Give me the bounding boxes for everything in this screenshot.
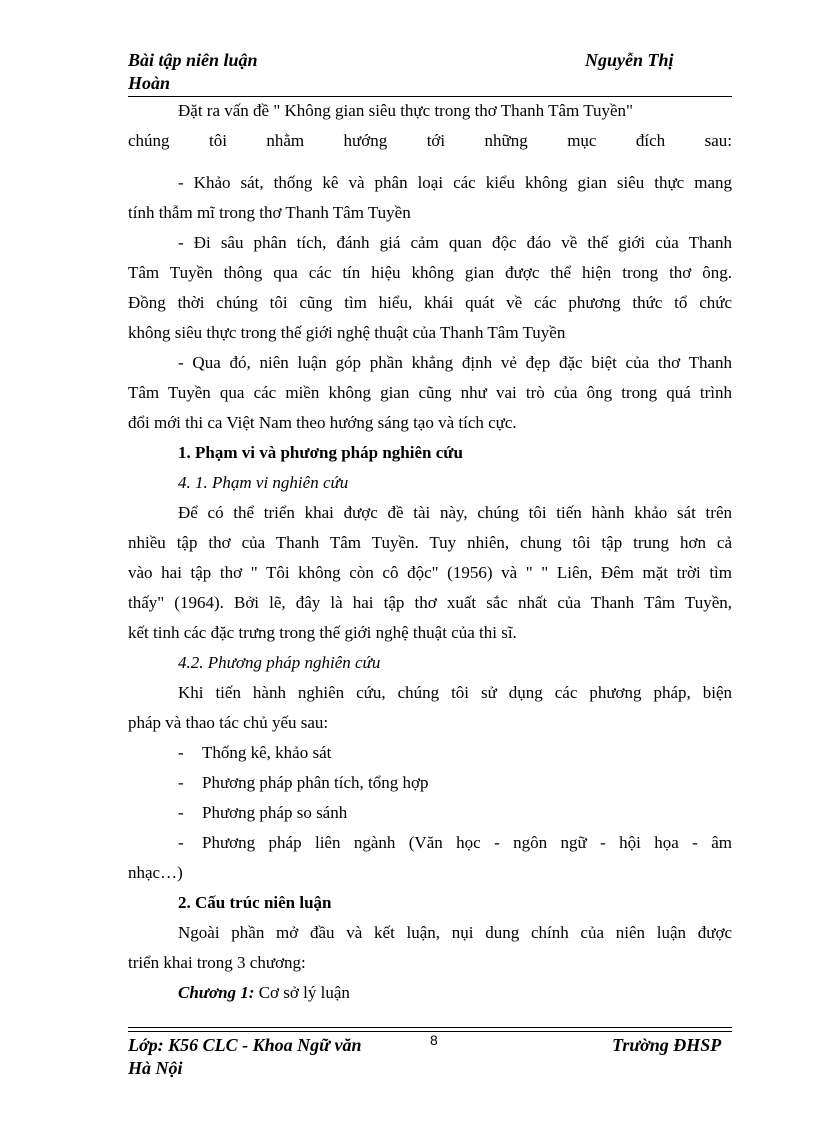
header-right: Nguyễn Thị: [585, 50, 674, 70]
header-left: Bài tập niên luận: [128, 50, 258, 70]
aim2-line-1: - Đi sâu phân tích, đánh giá cảm quan độc đáo về thế giới của Thanh: [178, 233, 732, 252]
bullet-item: Phương pháp so sánh: [202, 803, 348, 822]
aim1-line-2: tính thẫm mĩ trong thơ Thanh Tâm Tuyền: [128, 203, 411, 222]
aim2-line-4: không siêu thực trong thế giới nghệ thuật của Thanh Tâm Tuyền: [128, 323, 566, 342]
header-left-continued: Hoàn: [128, 73, 171, 93]
subsection-4-1-heading: 4. 1. Phạm vi nghiên cứu: [178, 473, 349, 492]
scope-line-1: Để có thể triển khai được đề tài này, chúng tôi tiến hành khảo sát trên: [178, 503, 732, 522]
footer-rule-top: [128, 1027, 732, 1028]
section-1-heading: 1. Phạm vi và phương pháp nghiên cứu: [178, 443, 463, 462]
aim1-line-1: - Khảo sát, thống kê và phân loại các kiểu không gian siêu thực mang: [178, 173, 732, 192]
bullet-dash: -: [178, 743, 184, 762]
header-rule: [128, 96, 732, 97]
structure-line-1: Ngoài phần mở đầu và kết luận, nụi dung chính của niên luận được: [178, 923, 732, 942]
aim2-line-3: Đồng thời chúng tôi cũng tìm hiểu, khái quát về các phương thức tổ chức: [128, 293, 732, 312]
method-line-2: pháp và thao tác chủ yếu sau:: [128, 713, 329, 732]
intro-line-2: chúng tôi nhằm hướng tới những mục đích sau:: [128, 131, 732, 150]
structure-line-2: triển khai trong 3 chương:: [128, 953, 306, 972]
chapter-1-label: Chương 1:: [178, 983, 255, 1002]
aim2-line-2: Tâm Tuyền thông qua các tín hiệu không gian được thể hiện trong thơ ông.: [128, 263, 732, 282]
footer-left-continued: Hà Nội: [128, 1058, 183, 1078]
chapter-1-title: Cơ sở lý luận: [254, 983, 350, 1002]
bullet-dash: -: [178, 833, 184, 852]
bullet-item: Phương pháp phân tích, tổng hợp: [202, 773, 429, 792]
chapter-1-line: [178, 983, 732, 1003]
bullet-dash: -: [178, 803, 184, 822]
aim3-line-1: - Qua đó, niên luận góp phần khẳng định vẻ đẹp đặc biệt của thơ Thanh: [178, 353, 732, 372]
scope-line-5: kết tinh các đặc trưng trong thế giới nghệ thuật của thi sĩ.: [128, 623, 517, 642]
subsection-4-2-heading: 4.2. Phương pháp nghiên cứu: [178, 653, 381, 672]
aim3-line-3: đổi mới thi ca Việt Nam theo hướng sáng tạo và tích cực.: [128, 413, 517, 432]
footer-right: Trường ĐHSP: [612, 1035, 722, 1055]
section-2-heading: 2. Cấu trúc niên luận: [178, 893, 332, 912]
scope-line-4: thấy" (1964). Bởi lẽ, đây là hai tập thơ xuất sắc nhất của Thanh Tâm Tuyền,: [128, 593, 732, 612]
footer-left: Lớp: K56 CLC - Khoa Ngữ văn: [128, 1035, 362, 1055]
page-number: 8: [430, 1032, 438, 1048]
bullet-item-continued: nhạc…): [128, 863, 183, 882]
intro-line-1: Đặt ra vấn đề " Không gian siêu thực trong thơ Thanh Tâm Tuyền": [178, 101, 633, 120]
bullet-item: Phương pháp liên ngành (Văn học - ngôn ngữ - hội họa - âm: [202, 833, 732, 852]
scope-line-2: nhiều tập thơ của Thanh Tâm Tuyền. Tuy nhiên, chung tôi tập trung hơn cả: [128, 533, 732, 552]
aim3-line-2: Tâm Tuyền qua các miền không gian cũng như vai trò của ông trong quá trình: [128, 383, 732, 402]
bullet-dash: -: [178, 773, 184, 792]
method-line-1: Khi tiến hành nghiên cứu, chúng tôi sử dụng các phương pháp, biện: [178, 683, 732, 702]
scope-line-3: vào hai tập thơ " Tôi không còn cô độc" (1956) và " " Liên, Đêm mặt trời tìm: [128, 563, 732, 582]
bullet-item: Thống kê, khảo sát: [202, 743, 332, 762]
